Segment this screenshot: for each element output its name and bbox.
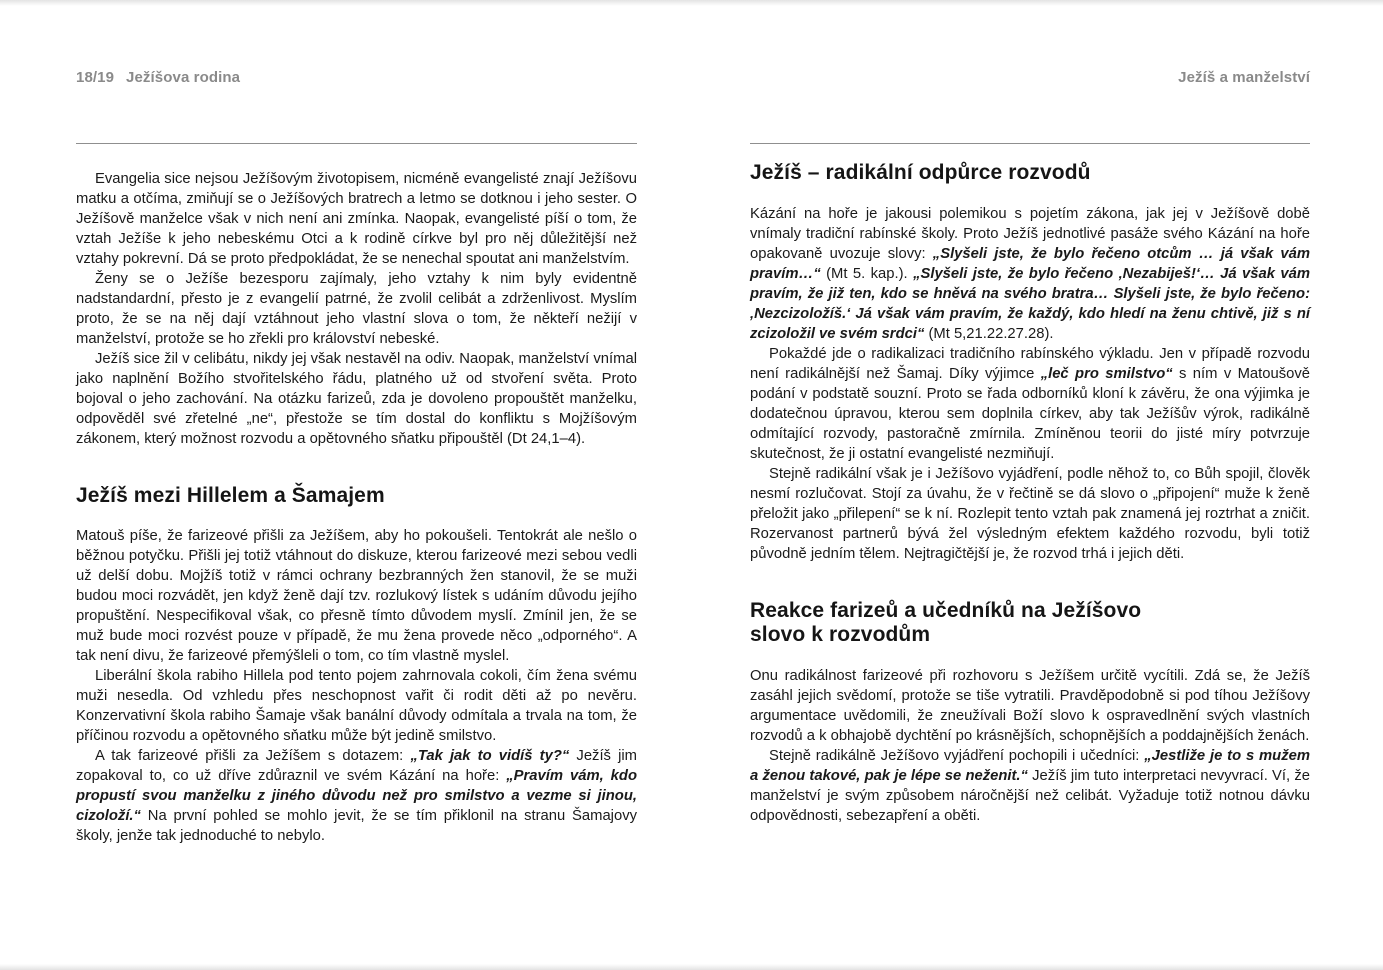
quote: „leč pro smilstvo“ [1040,366,1173,382]
quote: „Pravím vám, kdo propustí svou manželku z jiného důvodu než pro smilstvo a vezme si jinou, cizoloží.“ [76,768,637,824]
quote: „Jestliže je to s mužem a ženou takové, pak je lépe se neženit.“ [750,748,1310,784]
section-heading [750,599,1190,647]
paragraph [750,204,1310,344]
quote: „Slyšeli jste, že bylo řečeno ‚Nezabiješ!‘… Já však vám pravím, že již ten, kdo se hněvá na svého bratra… Slyšeli jste, že bylo řečeno: ‚Nezcizoložíš.‘ Já však vám pravím, že každý, kdo hledí na ženu chtivě, již s ní zcizoložil ve svém srdci“ [750,266,1310,342]
paragraph: Onu radikálnost farizeové při rozhovoru s Ježíšem určitě vycítili. Zdá se, že Ježíš zasáhl jejich svědomí, protože se tiše vytratili. Pravděpodobně si pod tíhou Ježíšovy argumentace uvědomili, že zneužívali Boží slovo k ospravedlnění svých vlastních rozvodů a k obhajobě dychtění po krásnějších, schopnějších a poddajnějších ženách. [750,668,1310,744]
text-run: Ježíš jim tuto interpretaci nevyvrací. Ví, že manželství je svým způsobem náročnější než celibát. Vyžaduje totiž notnou dávku odpovědnosti, sebezapření a oběti. [750,768,1310,824]
paragraph [76,746,637,846]
paragraph: Liberální škola rabiho Hillela pod tento pojem zahrnovala cokoli, čím žena svému muži nesedla. Od vzhledu přes neschopnost vařit či rodit děti až po nevěru. Konzervativní škola rabiho Šamaje však banální důvody odmítala a trvala na tom, že příčinou rozvodu a opětovného sňatku může být jedině smilstvo. [76,668,637,744]
left-body [76,169,637,846]
chapter-title: Ježíšova rodina [126,69,241,86]
quote: „Slyšeli jste, že bylo řečeno otcům … já však vám pravím…“ [750,246,1311,282]
chapter-title: Ježíš a manželství [1178,69,1310,86]
paragraph: Stejně radikální však je i Ježíšovo vyjádření, podle něhož to, co Bůh spojil, člověk nesmí rozlučovat. Stojí za úvahu, že v řečtině se dá slovo o „připojení“ muže k ženě přeložit jako „přilepení“ se k ní. Rozlepit tento vztah pak znamená jej roztrhat a zničit. Rozervanost partnerů bývá žel výsledným efektem každého rozvodu, byli totiž původně jedním tělem. Nejtragičtější je, že rozvod trhá i jejich děti. [750,466,1310,562]
text-run: Ježíš jim zopakoval to, co už dříve zdůraznil ve svém Kázání na hoře: [76,748,638,784]
text-run: A tak farizeové přišli za Ježíšem s dotazem: [95,748,411,764]
text-run: Na první pohled se mohlo jevit, že se tím přiklonil na stranu Šamajovy školy, jenže tak jednoduché to nebylo. [76,808,637,844]
header-rule [750,143,1310,144]
paragraph [750,344,1310,464]
paragraph: Ženy se o Ježíše bezesporu zajímaly, jeho vztahy k nim byly evidentně nadstandardní, přesto je z evangelií patrné, že zvolil celibát a zdrženlivost. Myslím proto, že se na něj dají vztáhnout jeho vlastní slova o tom, že někteří nežijí v manželství, protože se ho zřekli pro království nebeské. [76,271,637,347]
text-run: s ním v Matoušově podání v podstatě souzní. Proto se řada odborníků kloní k závěru, že ona výjimka je dodatečnou úpravou, kterou sem doplnila církev, aby tak Ježíšův výrok, radikálně odmítající rozvody, pastoračně zmírnila. Zmíněnou teorii do jisté míry potvrzuje skutečnost, že ji ostatní evangelisté nezmiňují. [750,366,1310,462]
text-run: Stejně radikálně Ježíšovo vyjádření pochopili i učedníci: [769,748,1145,764]
text-run: (Mt 5,21.22.27.28). [924,326,1054,342]
quote: „Tak jak to vidíš ty?“ [410,748,570,764]
heading-line: Reakce farizeů a učedníků na Ježíšovo [750,599,1142,622]
page-numbers: 18/19 [76,69,115,86]
header-rule [76,143,637,144]
heading-line: slovo k rozvodům [750,623,931,646]
text-run: Pokaždé jde o radikalizaci tradičního rabínského výkladu. Jen v případě rozvodu není radikálnější než Šamaj. Díky výjimce [750,346,1310,382]
right-page [750,0,1310,970]
paragraph [750,746,1310,826]
right-running-head [750,69,1310,86]
paragraph: Evangelia sice nejsou Ježíšovým životopisem, nicméně evangelisté znají Ježíšovu matku a otčíma, zmiňují se o Ježíšových bratrech a letmo se dotknou i jeho sester. O Ježíšově manželce však v nich není ani zmínka. Naopak, evangelisté píší o tom, že vztah Ježíše k jeho nebeskému Otci a k rodině církve byl pro něj důležitější než vztahy pokrevní. Dá se proto předpokládat, že se nenechal spoutat ani manželstvím. [76,171,637,267]
section-heading: Ježíš mezi Hillelem a Šamajem [76,484,385,507]
paragraph: Matouš píše, že farizeové přišli za Ježíšem, aby ho pokoušeli. Tentokrát ale nešlo o běžnou potyčku. Přišli jej totiž vtáhnout do diskuze, kterou farizeové mezi sebou vedli už delší dobu. Mojžíš totiž v rámci ochrany bezbranných žen stanovil, že se muži budou moci rozvádět, jen když ženě dají tzv. rozlukový lístek s udáním důvodu jejího propuštění. Nespecifikoval však, co přesně tímto důvodem myslí. Zmínil jen, že se muž bude moci rozvést pouze v případě, že mu žena provede něco „odporného“. A tak není divu, že farizeové přemýšleli o tom, co tím vlastně myslel. [76,528,637,664]
text-run: (Mt 5. kap.). [820,266,914,282]
left-running-head [76,69,637,86]
section-heading: Ježíš – radikální odpůrce rozvodů [750,161,1091,184]
text-run: Kázání na hoře je jakousi polemikou s pojetím zákona, jak jej v Ježíšově době vnímaly tradiční rabínské školy. Proto Ježíš jednotlivé pasáže svého Kázání na hoře opakovaně uvozuje slovy: [750,206,1310,262]
paragraph: Ježíš sice žil v celibátu, nikdy jej však nestavěl na odiv. Naopak, manželství vnímal jako naplnění Božího stvořitelského řádu, platného už od stvoření světa. Proto bojoval o jeho zachování. Na otázku farizeů, zda je dovoleno propouštět manželku, odpověděl své zřetelné „ne“, přestože se tím dostal do konfliktu s Mojžíšovým zákonem, který možnost rozvodu a opětovného sňatku připouštěl (Dt 24,1–4). [76,351,637,447]
right-body [750,161,1310,826]
left-page [76,0,637,970]
